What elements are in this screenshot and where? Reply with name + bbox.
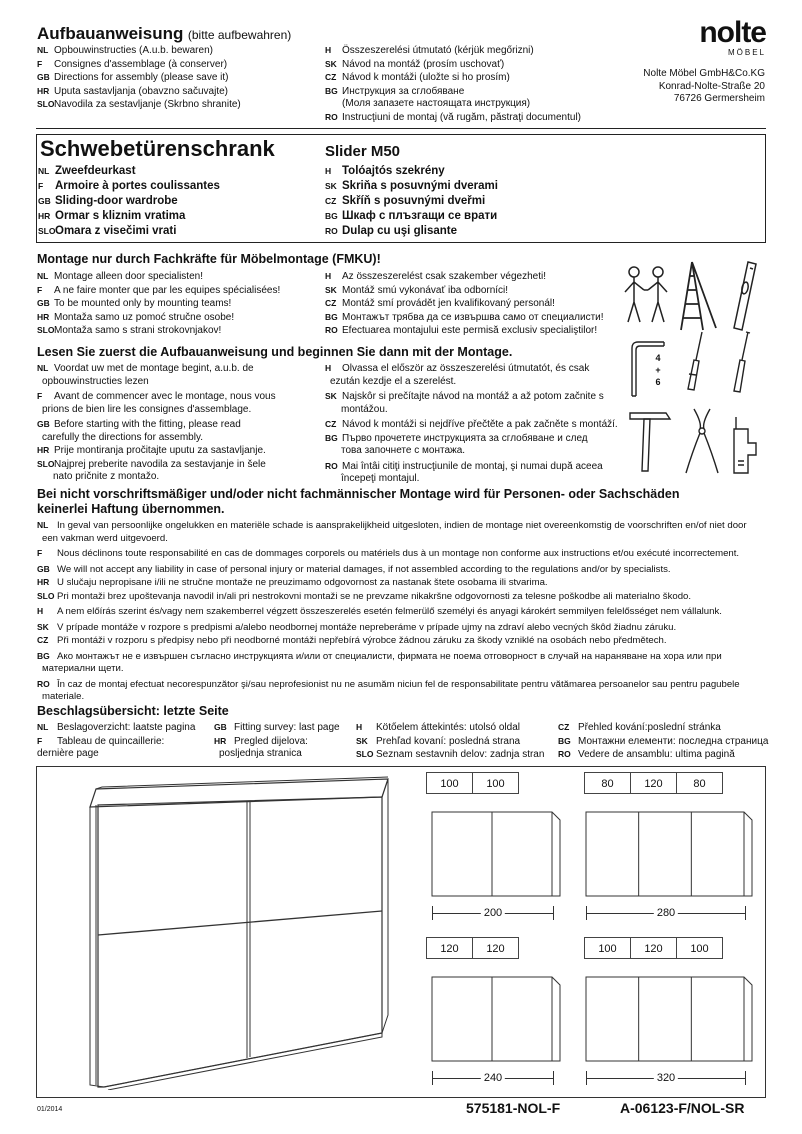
- hex-size-label: 4 + 6: [655, 353, 661, 387]
- lang-row: NL In geval van persoonlijke ongelukken en materiële schade is aansprakelijkheid uitgesloten, indien de montage niet overeenkomstig de voorschriften en/of niet door: [37, 520, 747, 531]
- lang-row-cont: това започнете с монтажа.: [341, 445, 466, 456]
- door-outline: [586, 812, 752, 896]
- lang-row: HR Pregled dijelova:: [214, 735, 308, 747]
- fittings-col-1: [37, 721, 207, 761]
- lang-row: NL Montage alleen door specialisten!: [37, 271, 203, 282]
- lang-row-cont: een vakman werd uitgevoerd.: [42, 532, 168, 544]
- wardrobe-top-view: [580, 975, 758, 1069]
- wardrobe-top-view: [580, 810, 758, 904]
- montage-right-list: [325, 270, 615, 338]
- spirit-level-icon: [730, 260, 760, 332]
- lang-row-cont: ezután kezdje el a szerelést.: [330, 375, 457, 387]
- variant-320: [580, 935, 740, 1090]
- ladder-icon: [678, 260, 720, 332]
- width-cell: 80: [584, 772, 631, 794]
- lang-row: BG Монтажни елементи: последна страница: [558, 735, 769, 747]
- width-cell: 120: [426, 937, 473, 959]
- fittings-col-2: [214, 721, 354, 761]
- lang-row: BG Ако монтажът не е извършен съгласно инструкцията и/или от специалисти, фирмата не поема отговорност в случай на нараняване на хора или при: [37, 650, 722, 662]
- lang-row-cont: carefully the directions for assembly.: [42, 431, 203, 443]
- read-right-list: [325, 362, 618, 486]
- lang-row: SLONajprej preberite navodila za sestavjanje in šele: [37, 458, 266, 470]
- product-box: [36, 134, 766, 243]
- variant-280: [580, 770, 740, 930]
- lang-row: RO Dulap cu uşi glisante: [325, 225, 458, 237]
- lang-row: CZ Návod k montáži (uložte si ho prosím): [325, 72, 510, 83]
- lang-row: BG Инструкция за сглобяване: [325, 85, 465, 97]
- lang-row: RO Instrucţiuni de montaj (vă rugăm, păstraţi documentul): [325, 111, 581, 123]
- lang-row: NL Voordat uw met de montage begint, a.u.b. de: [37, 363, 254, 374]
- company-city: 76726 Germersheim: [673, 93, 765, 104]
- screwdriver-phillips-icon: [680, 330, 716, 402]
- lang-row: SLOMontaža samo s strani strokovnjakov!: [37, 325, 222, 336]
- lang-row: RO Vedere de ansamblu: ultima pagină: [558, 749, 735, 760]
- lang-row: H Kötőelem áttekintés: utolsó oldal: [356, 722, 520, 733]
- header-divider: [36, 128, 766, 129]
- company-street: Konrad-Nolte-Straße 20: [658, 80, 765, 92]
- lang-row-cont: posljednja stranica: [219, 748, 302, 759]
- two-people-icon: [622, 262, 670, 332]
- width-cell: 120: [630, 772, 677, 794]
- lang-row: GB Directions for assembly (please save it): [37, 72, 229, 83]
- lang-row: HR Prije montiranja pročitajte uputu za sastavljanje.: [37, 445, 266, 456]
- total-width-dimension: [432, 1071, 554, 1085]
- lang-row: SK Najskôr si prečítajte návod na montáž a až potom začnite s: [325, 391, 604, 402]
- width-cell: 120: [630, 937, 677, 959]
- lang-row: HR U slučaju nepropisane i/ili ne stručne montaže ne preuzimamo odgovornost za nastanak štete osobama ili stvarima.: [37, 577, 548, 588]
- product-name: Schwebetürenschrank: [40, 136, 275, 161]
- read-heading: Lesen Sie zuerst die Aufbauanweisung und beginnen Sie dann mit der Montage.: [37, 345, 513, 359]
- lang-row: RO Efectuarea montajului este permisă exclusiv specialiştilor!: [325, 325, 598, 336]
- total-width-dimension: [432, 906, 554, 920]
- header-left-list: [37, 44, 317, 112]
- lang-row-cont: montážou.: [341, 403, 388, 415]
- header-title: Aufbauanweisung: [37, 24, 184, 43]
- width-cell: 100: [676, 937, 723, 959]
- company-name: Nolte Möbel GmbH&Co.KG: [643, 68, 765, 79]
- wardrobe-top-view: [426, 975, 566, 1069]
- lang-row: SK Skriňa s posuvnými dverami: [325, 180, 498, 192]
- lang-row: HR Uputa sastavljanja (obavzno sačuvajte): [37, 85, 228, 97]
- lang-row: H Tolóajtós szekrény: [325, 165, 445, 177]
- lang-row: SK Prehľad kovaní: posledná strana: [356, 735, 521, 747]
- lang-row: F Avant de commencer avec le montage, nous vous: [37, 391, 276, 402]
- lang-row: BG Първо прочетете инструкцията за сглобяване и след: [325, 432, 588, 444]
- liability-list: [37, 519, 767, 704]
- lang-row: GB To be mounted only by mounting teams!: [37, 298, 232, 309]
- product-model: Slider M50: [325, 143, 401, 160]
- total-width-dimension: [586, 1071, 746, 1085]
- lang-row: GB Fitting survey: last page: [214, 722, 340, 733]
- lang-row: BG Монтажът трябва да се извършва само от специалисти!: [325, 311, 604, 323]
- door-layout-drawing: [580, 810, 758, 904]
- total-width-label: 240: [481, 1071, 505, 1085]
- total-width-label: 280: [654, 906, 678, 920]
- lang-row: GB We will not accept any liability in case of personal injury or material damages, if not assembled according to the regulations and/or by specialists.: [37, 563, 671, 575]
- company-address: [643, 68, 765, 106]
- fittings-col-4: [558, 721, 768, 762]
- lang-row: H Összeszerelési útmutató (kérjük megőrizni): [325, 45, 534, 56]
- footer-doc-number: A-06123-F/NOL-SR: [620, 1100, 745, 1116]
- wardrobe-illustration: [60, 775, 390, 1090]
- lang-row: F Armoire à portes coulissantes: [38, 180, 220, 192]
- door-outline: [586, 977, 752, 1061]
- montage-left-list: [37, 270, 322, 338]
- lang-row: GB Sliding-door wardrobe: [38, 195, 178, 207]
- lang-row: SLONavodila za sestavljanje (Skrbno shranite): [37, 99, 241, 110]
- wardrobe-top-view: [426, 810, 566, 904]
- lang-row: SLO Seznam sestavnih delov: zadnja stran: [356, 749, 545, 760]
- width-cell: 100: [584, 937, 631, 959]
- footer-date: 01/2014: [37, 1106, 63, 1113]
- lang-row: RO În caz de montaj efectuat necorespunzător şi/sau neprofesionist nu ne asumăm niciun fel de responsabilitate pentru vătămarea persoanelor sau pentru pagubele: [37, 678, 740, 690]
- header-title-note: (bitte aufbewahren): [187, 28, 292, 42]
- logo-text: nolte: [699, 16, 766, 49]
- montage-heading: Montage nur durch Fachkräfte für Möbelmontage (FMKU)!: [37, 252, 381, 266]
- drill-icon: [728, 415, 762, 477]
- lang-row-cont: nato pričnite z montažo.: [53, 471, 160, 482]
- lang-row: GB Before starting with the fitting, please read: [37, 419, 241, 430]
- lang-row-cont: începeţi montajul.: [341, 473, 420, 484]
- lang-row: NL Zweefdeurkast: [38, 165, 136, 177]
- fittings-col-3: [356, 721, 556, 762]
- lang-row: NL Opbouwinstructies (A.u.b. bewaren): [37, 45, 213, 56]
- hammer-icon: [626, 405, 676, 475]
- width-cell: 120: [472, 937, 519, 959]
- lang-row: CZ Skříň s posuvnými dveřmi: [325, 195, 486, 207]
- lang-row: H A nem előírás szerint és/vagy nem szakemberrel végzett összeszerelés esetén felmerülő személyi és anyagi károkért semmilyen felelősséget nem vállalunk.: [37, 606, 722, 617]
- nolte-logo: [680, 18, 766, 57]
- screwdriver-flat-icon: [724, 330, 760, 402]
- lang-row: F A ne faire monter que par les equipes spécialisées!: [37, 284, 281, 296]
- pliers-icon: [680, 405, 724, 477]
- total-width-label: 320: [654, 1071, 678, 1085]
- door-layout-drawing: [426, 810, 566, 904]
- width-cell: 100: [472, 772, 519, 794]
- lang-row: F Tableau de quincaillerie:: [37, 735, 165, 747]
- lang-row-cont: materiale.: [42, 691, 85, 702]
- lang-row: F Consignes d'assemblage (à conserver): [37, 58, 228, 70]
- lang-row-cont: prions de bien lire les consignes d'assemblage.: [42, 403, 252, 415]
- lang-row: CZ Návod k montáži si nejdříve přečtěte a pak začněte s montáží.: [325, 419, 618, 430]
- lang-row: RO Mai întâi citiţi instrucţiunile de montaj, şi numai după aceea: [325, 460, 603, 472]
- lang-row-cont: opbouwinstructies lezen: [42, 375, 149, 387]
- footer-article: 575181-NOL-F: [466, 1100, 561, 1116]
- lang-row: CZ Montáž smí provádět jen kvalifikovaný personál!: [325, 298, 555, 309]
- door-layout-drawing: [580, 975, 758, 1069]
- total-width-label: 200: [481, 906, 505, 920]
- lang-row: F Nous déclinons toute responsabilité en cas de dommages corporels ou matériels dus à un montage non conforme aux instructions et/ou exécuté incorrectement.: [37, 548, 740, 559]
- door-outline: [432, 977, 560, 1061]
- lang-row: BG Шкаф с плъзгащи се врати: [325, 210, 498, 222]
- lang-row: SK Montáž smú vykonávať iba odborníci!: [325, 284, 509, 296]
- fittings-heading: Beschlagsübersicht: letzte Seite: [37, 704, 229, 718]
- lang-row: SLOOmara z visečimi vrati: [38, 225, 177, 237]
- liability-heading: Bei nicht vorschriftsmäßiger und/oder nicht fachmännischer Montage wird für Personen- oder Sachschäden keinerlei Haftung übernommen.: [37, 487, 680, 516]
- door-outline: [432, 812, 560, 896]
- lang-row: HR Ormar s kliznim vratima: [38, 210, 186, 222]
- product-left-list: [38, 164, 318, 239]
- width-cell: 100: [426, 772, 473, 794]
- total-width-dimension: [586, 906, 746, 920]
- lang-row-cont: dernière page: [37, 748, 99, 759]
- lang-row: CZ Přehled kování:poslední stránka: [558, 722, 721, 733]
- lang-row: CZ Při montáži v rozporu s předpisy nebo při neodborné montáži nepřebírá výrobce žádnou záruku za škody vzniklé na osobách nebo předmětech.: [37, 635, 667, 646]
- lang-row: SK Návod na montáž (prosím uschovať): [325, 58, 505, 70]
- lang-row: SLO Pri montaži brez upoštevanja navodil in/ali pri nestrokovni montaži se ne prevzame nikakršne odgovornosti za telesne poškodbe ali materialno škodo.: [37, 590, 692, 602]
- header-right-list: [325, 44, 595, 124]
- lang-row: NL Beslagoverzicht: laatste pagina: [37, 722, 196, 733]
- lang-row-cont: материални щети.: [42, 663, 124, 674]
- logo-sub: MÖBEL: [727, 48, 766, 57]
- header-title-line: [37, 24, 291, 44]
- variant-200: [420, 770, 560, 930]
- lang-row: SK V prípade montáže v rozpore s predpismi a/alebo neodbornej montáže nepreberáme v prípade ujmy na zdraví alebo vecných škôd žiadnu záruku.: [37, 621, 677, 633]
- product-right-list: [325, 164, 625, 239]
- variant-240: [420, 935, 560, 1090]
- lang-row: HR Montaža samo uz pomoć stručne osobe!: [37, 311, 235, 323]
- width-cell: 80: [676, 772, 723, 794]
- lang-row: H Az összeszerelést csak szakember végezheti!: [325, 271, 546, 282]
- read-left-list: [37, 362, 322, 484]
- door-layout-drawing: [426, 975, 566, 1069]
- lang-row: (Моля запазете настоящата инструкция): [342, 98, 531, 109]
- lang-row: H Olvassa el először az összeszerelési útmutatót, és csak: [325, 363, 590, 374]
